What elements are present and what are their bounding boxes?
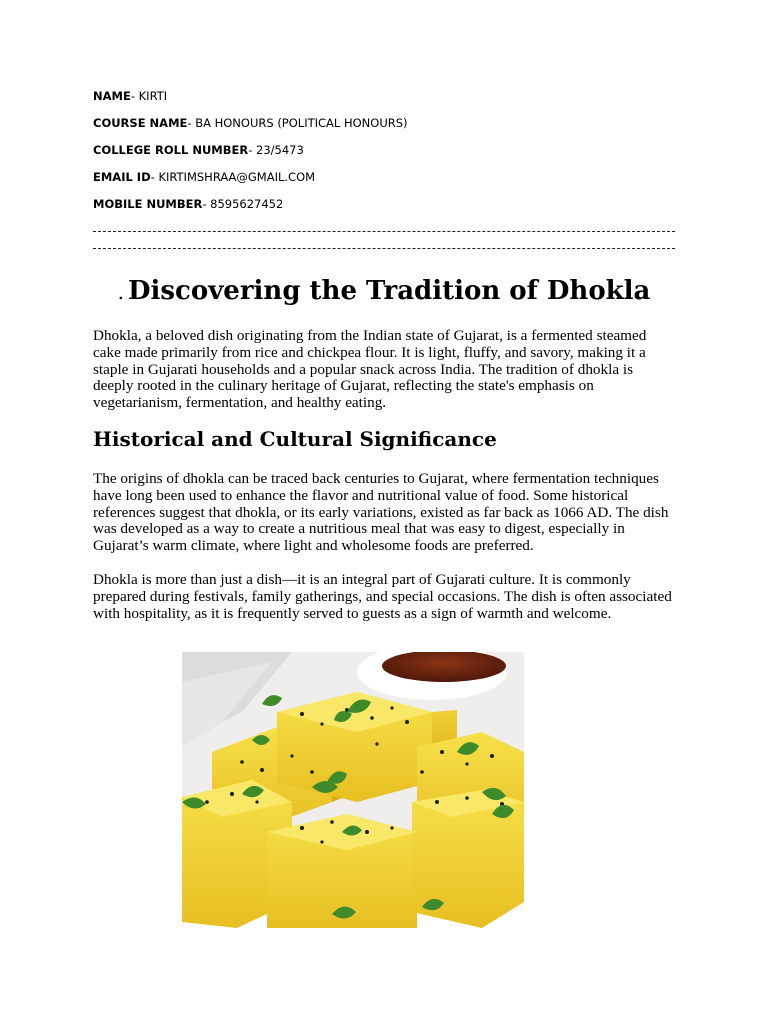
dhokla-photo	[182, 652, 524, 928]
title-prefix: .	[117, 280, 124, 304]
section-heading: Historical and Cultural Significance	[93, 427, 497, 451]
course-label: COURSE NAME	[93, 116, 188, 130]
divider-line	[93, 248, 675, 250]
roll-number-line	[93, 143, 304, 157]
dhokla-illustration	[182, 652, 524, 928]
course-name-line	[93, 116, 408, 130]
name-value: - KIRTI	[130, 89, 168, 103]
mobile-label: MOBILE NUMBER	[93, 197, 203, 211]
culture-paragraph: Dhokla is more than just a dish—it is an integral part of Gujarati culture. It is commonly prepared during festivals, family gatherings, and special occasions. The dish is often associated with hospitality, as it is frequently served to guests as a sign of warmth and welcome.	[93, 571, 672, 622]
roll-value: - 23/5473	[248, 143, 304, 157]
roll-label: COLLEGE ROLL NUMBER	[93, 143, 249, 157]
history-paragraph: The origins of dhokla can be traced back centuries to Gujarat, where fermentation techniques have long been used to enhance the flavor and nutritional value of food. Some historical references suggest that dhokla, or its early variations, existed as far back as 1066 AD. The dish was developed as a way to create a nutritious meal that was easy to digest, especially in Gujarat’s warm climate, where light and wholesome foods are preferred.	[93, 470, 669, 555]
mobile-value: - 8595627452	[202, 197, 284, 211]
email-line	[93, 170, 315, 184]
title-text: Discovering the Tradition of Dhokla	[127, 276, 651, 306]
course-value: - BA HONOURS (POLITICAL HONOURS)	[187, 116, 408, 130]
student-name-line	[93, 89, 167, 103]
divider-line	[93, 231, 675, 233]
email-value: - KIRTIMSHRAA@GMAIL.COM	[150, 170, 316, 184]
mobile-line	[93, 197, 283, 211]
intro-paragraph: Dhokla, a beloved dish originating from the Indian state of Gujarat, is a fermented steamed cake made primarily from rice and chickpea flour. It is light, fluffy, and savory, making it a staple in Gujarati households and a popular snack across India. The tradition of dhokla is deeply rooted in the culinary heritage of Gujarat, reflecting the state's emphasis on vegetarianism, fermentation, and healthy eating.	[93, 327, 647, 412]
article-title	[93, 276, 675, 306]
name-label: NAME	[93, 89, 131, 103]
email-label: EMAIL ID	[93, 170, 151, 184]
